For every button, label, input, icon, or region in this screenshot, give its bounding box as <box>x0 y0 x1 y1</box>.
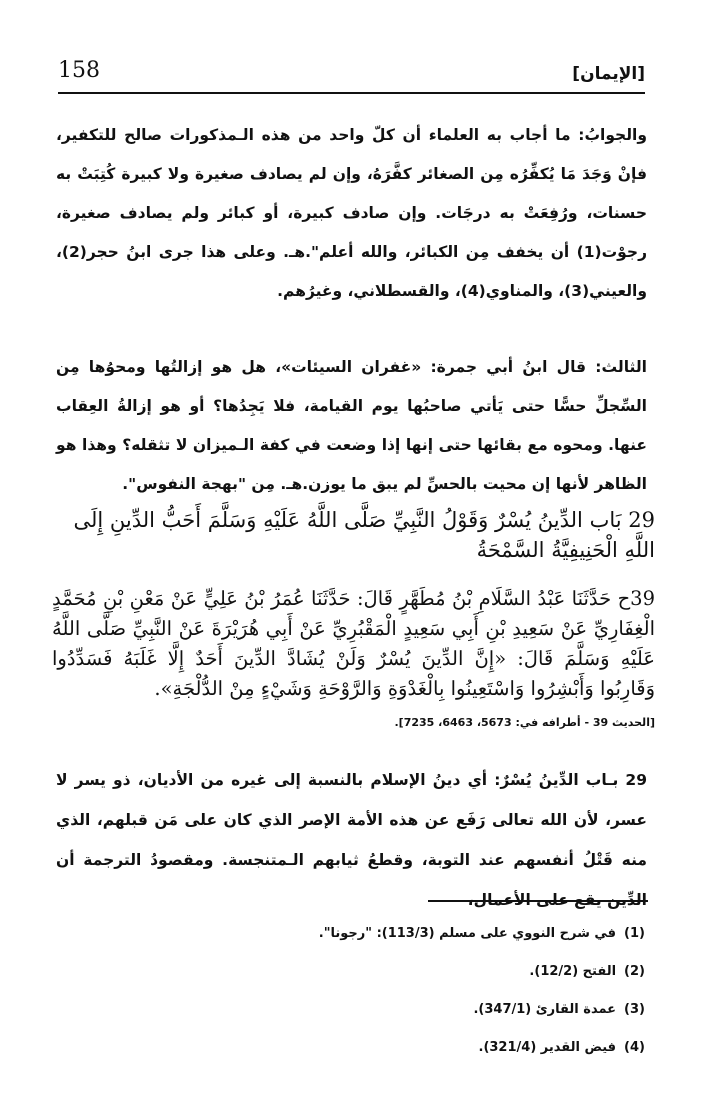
footnote-text: الفتح (12/2). <box>529 964 617 979</box>
footnote-item <box>225 953 645 991</box>
commentary-paragraph: 29 بـاب الدِّينُ يُسْرٌ: أي دينُ الإسلام بالنسبة إلى غيره من الأديان، ذو يسر لا عسر، لأن الله تعالى رَفَع عن هذه الأمة الإصر الذي كان على مَن قبلهم، الذي منه قَتْلُ أنفسهم عند التوبة، وقطعُ ثيابهم الـمتنجسة. ومقصودُ الترجمة أن الدِّين يقع على الأعمال، <box>56 770 647 909</box>
footnote-text: في شرح النووي على مسلم (113/3): "رجونا". <box>318 926 617 941</box>
footnote-item <box>225 991 645 1029</box>
footnote-number: (4) <box>624 1040 645 1055</box>
footnote-text: فيض القدير (321/4). <box>478 1040 617 1055</box>
chapter-heading: 29 بَاب الدِّينُ يُسْرٌ وَقَوْلُ النَّبِيِّ صَلَّى اللَّهُ عَلَيْهِ وَسَلَّمَ أَحَبُّ الدِّينِ إِلَى اللَّهِ الْحَنِيفِيَّةُ السَّمْحَةُ <box>73 508 655 562</box>
section-title: [الإيمان] <box>572 64 645 84</box>
footnote-text: عمدة القارئ (347/1). <box>473 1002 617 1017</box>
page-number: 158 <box>58 58 100 83</box>
hadith-references: [الحديث 39 - أطرافه في: 5673، 6463، 7235]. <box>394 716 655 729</box>
answer-paragraph: والجوابُ: ما أجاب به العلماء أن كلّ واحد من هذه الـمذكورات صالح للتكفير، فإنْ وَجَدَ مَا يُكفِّرُه مِن الصغائر كفَّرَهُ، وإن لم يصادف صغيرة ولا كبيرة كُتِبَتْ به حسنات، ورُفِعَتْ به درجَات. وإن صادف كبيرة، أو كبائر ولم يصادف صغيرة، رجوْت(1) أن يخفف مِن الكبائر، والله أعلم".هـ. وعلى هذا جرى ابنُ حجر(2)، والعيني(3)، والمناوي(4)، والقسطلاني، وغيرُهم. <box>56 125 647 300</box>
footnote-item <box>225 915 645 953</box>
footnote-number: (3) <box>624 1002 645 1017</box>
footnote-number: (1) <box>624 926 645 941</box>
page-header <box>58 52 645 94</box>
hadith-text: 39ح حَدَّثَنَا عَبْدُ السَّلَامِ بْنُ مُطَهَّرٍ قَالَ: حَدَّثَنَا عُمَرُ بْنُ عَلِيٍّ عَنْ مَعْنِ بْنِ مُحَمَّدٍ الْغِفَارِيِّ عَنْ سَعِيدِ بْنِ أَبِي سَعِيدٍ الْمَقْبُرِيِّ عَنْ أَبِي هُرَيْرَةَ عَنْ النَّبِيِّ صَلَّى اللَّهُ عَلَيْهِ وَسَلَّمَ قَالَ: «إِنَّ الدِّينَ يُسْرٌ وَلَنْ يُشَادَّ الدِّينَ أَحَدٌ إِلَّا غَلَبَهُ فَسَدِّدُوا وَقَارِبُوا وَأَبْشِرُوا وَاسْتَعِينُوا بِالْغَدْوَةِ وَالرَّوْحَةِ وَشَيْءٍ مِنْ الدُّلْجَةِ». <box>52 587 655 700</box>
third-point-paragraph: الثالث: قال ابنُ أبي جمرة: «غفران السيئات»، هل هو إزالتُها ومحوُها مِن السِّجلِّ حسًّا حتى يَأتي صاحبُها يوم القيامة، فلا يَجِدُها؟ أو هو إزالةُ العِقاب عنها. ومحوه مع بقائها حتى إنها إذا وضعت في كفة الـميزان لا تثقله؟ وهذا هو الظاهر لأنها إن محيت بالحسِّ لم يبق ما يوزن.هـ. مِن "بهجة النفوس". <box>56 357 647 493</box>
footnote-divider <box>428 900 648 902</box>
footnotes-list <box>225 915 645 1067</box>
footnote-item <box>225 1029 645 1067</box>
footnote-number: (2) <box>624 964 645 979</box>
